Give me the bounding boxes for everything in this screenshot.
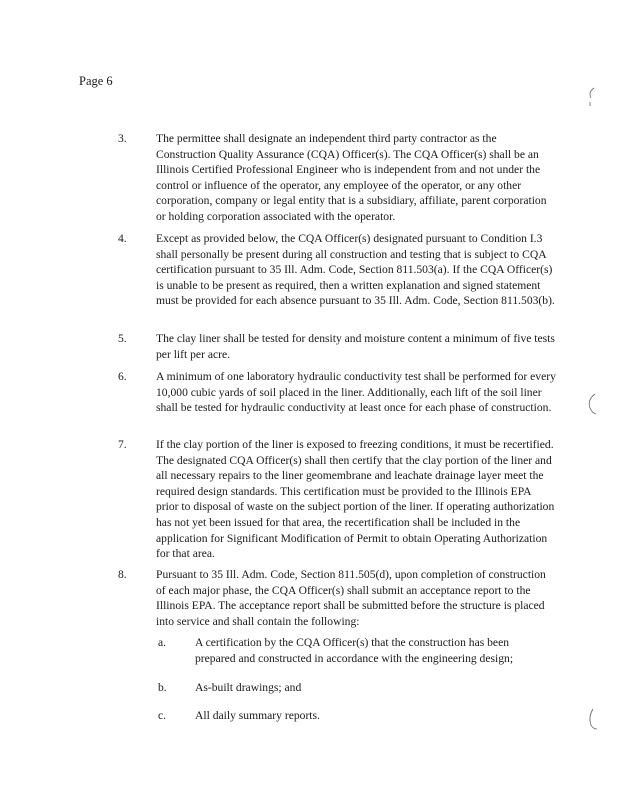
item-text: If the clay portion of the liner is exposed to freezing conditions, it must be recertified. The designated CQA Officer(s) shall then certify that the clay portion of the liner and all necessary repairs to the liner geomembrane and leachate drainage layer meet the required design standards. This certification must be provided to the Illinois EPA prior to disposal of waste on the subject portion of the liner. If operating authorization has not yet been issued for that area, the recertification shall be included in the application for Significant Modification of Permit to obtain Operating Authorization for that area. — [156, 438, 555, 561]
scan-mark-icon — [585, 392, 599, 416]
item-text: A minimum of one laboratory hydraulic conductivity test shall be performed for every 10,000 cubic yards of soil placed in the liner. Additionally, each lift of the soil liner shall be tested for hydraulic conductivity at least once for each phase of construction. — [156, 370, 556, 415]
sub-item-letter: b. — [158, 681, 167, 694]
page-number: Page 6 — [79, 74, 113, 88]
item-number: 7. — [118, 438, 127, 451]
list-item — [118, 369, 558, 416]
list-item — [118, 131, 558, 225]
list-item — [118, 231, 558, 309]
sub-item-letter: c. — [158, 709, 167, 722]
sub-list-item — [158, 708, 538, 724]
sub-list-item — [158, 680, 538, 696]
item-number: 6. — [118, 370, 127, 383]
scan-mark-icon — [585, 86, 597, 108]
item-number: 8. — [118, 568, 127, 581]
list-item — [118, 567, 558, 629]
item-text: The clay liner shall be tested for density and moisture content a minimum of five tests per lift per acre. — [156, 332, 555, 361]
item-text: Except as provided below, the CQA Officer(s) designated pursuant to Condition I.3 shall personally be present during all construction and testing that is subject to CQA certification pursuant to 35 Ill. Adm. Code, Section 811.503(a). If the CQA Officer(s) is unable to be present as required, then a written explanation and signed statement must be provided for each absence pursuant to 35 Ill. Adm. Code, Section 811.503(b). — [156, 232, 555, 308]
sub-item-text: All daily summary reports. — [195, 709, 320, 722]
item-text: The permittee shall designate an independent third party contractor as the Construction Quality Assurance (CQA) Officer(s). The CQA Officer(s) shall be an Illinois Certified Professional Engineer who is independent from and not under the control or influence of the operator, any employee of the operator, or any other corporation, company or legal entity that is a subsidiary, affiliate, parent corporation or holding corporation associated with the operator. — [156, 132, 547, 223]
item-number: 5. — [118, 332, 127, 345]
sub-item-text: A certification by the CQA Officer(s) that the construction has been prepared and constructed in accordance with the engineering design; — [195, 636, 514, 665]
sub-item-letter: a. — [158, 636, 167, 649]
sub-list-item — [158, 635, 538, 666]
item-number: 4. — [118, 232, 127, 245]
item-number: 3. — [118, 132, 127, 145]
scan-mark-icon — [585, 707, 599, 731]
list-item — [118, 437, 558, 562]
list-item — [118, 331, 558, 362]
item-text: Pursuant to 35 Ill. Adm. Code, Section 811.505(d), upon completion of construction of each major phase, the CQA Officer(s) shall submit an acceptance report to the Illinois EPA. The acceptance report shall be submitted before the structure is placed into service and shall contain the following: — [156, 568, 546, 628]
sub-item-text: As-built drawings; and — [195, 681, 302, 694]
